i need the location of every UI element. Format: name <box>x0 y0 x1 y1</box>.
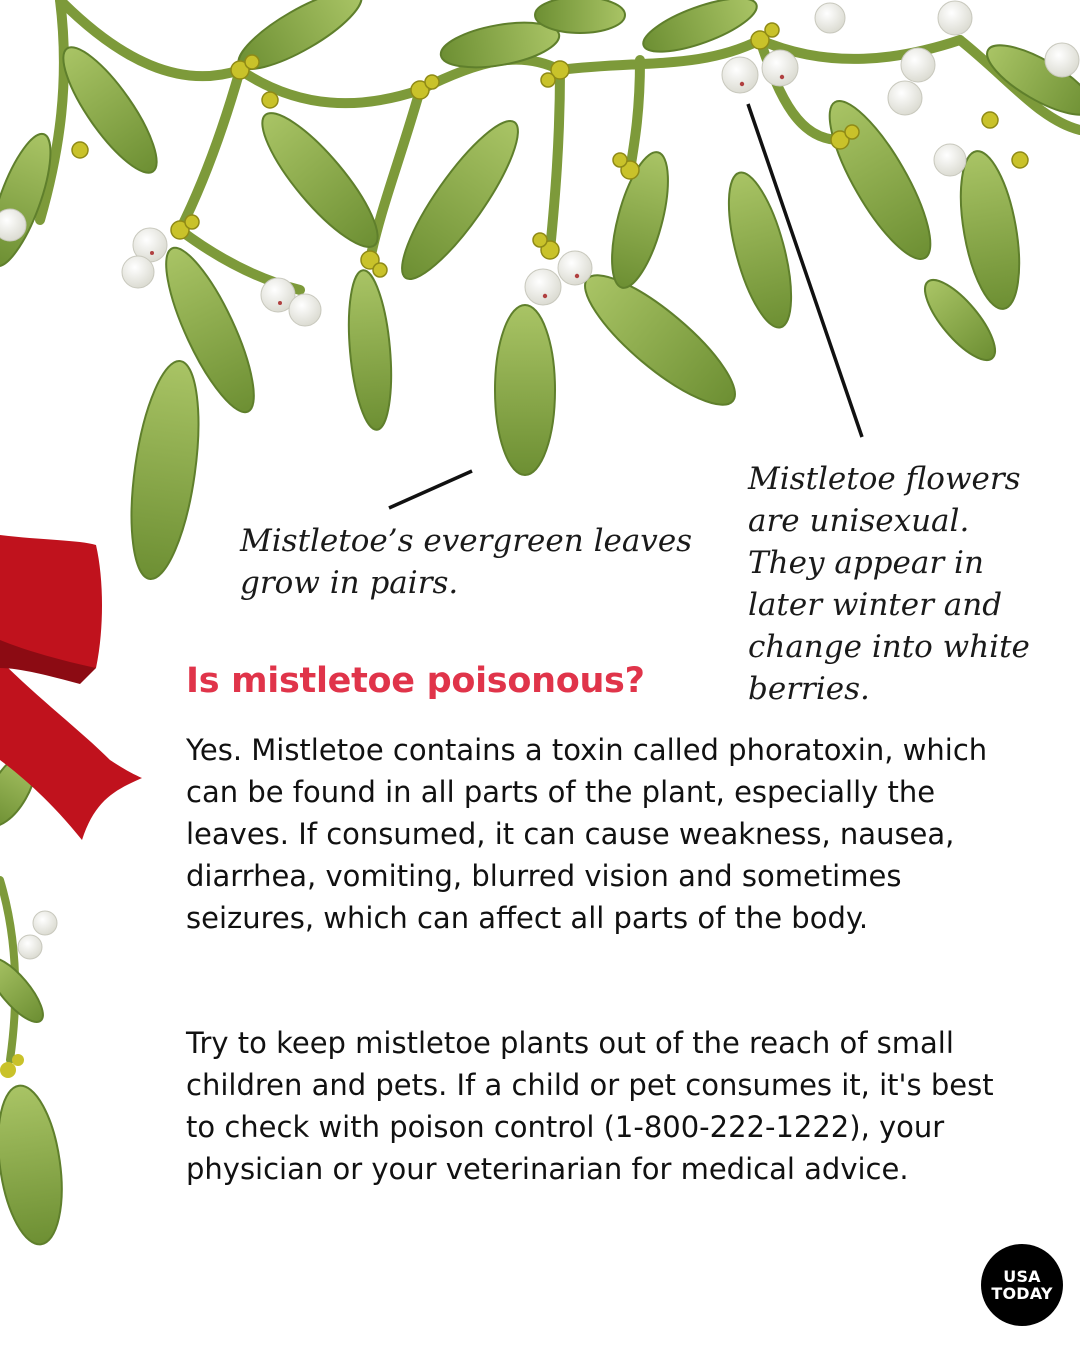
body-paragraph-2: Try to keep mistletoe plants out of the reach of small children and pets. If a child or pet consumes it, it's best to check with poison control (1-800-222-1222), your physician or your veterinarian for medical advice. <box>186 1026 994 1186</box>
leaves-annotation: Mistletoe’s evergreen leaves grow in pairs. <box>240 523 693 601</box>
body-paragraph-1: Yes. Mistletoe contains a toxin called phoratoxin, which can be found in all parts of the plant, especially the leaves. If consumed, it can cause weakness, nausea, diarrhea, vomiting, blurred vision and sometimes seizures, which can affect all parts of the body. <box>186 733 988 935</box>
leaves-pointer-line <box>389 471 472 508</box>
flowers-annotation: Mistletoe flowers are unisexual. They appear in later winter and change into white berries. <box>748 461 1030 707</box>
usa-today-logo <box>981 1244 1063 1326</box>
logo-text-line-1: USA <box>1003 1267 1041 1286</box>
logo-text-line-2: TODAY <box>991 1284 1053 1303</box>
mistletoe-sprig-left <box>0 746 71 1248</box>
headline: Is mistletoe poisonous? <box>186 661 645 701</box>
